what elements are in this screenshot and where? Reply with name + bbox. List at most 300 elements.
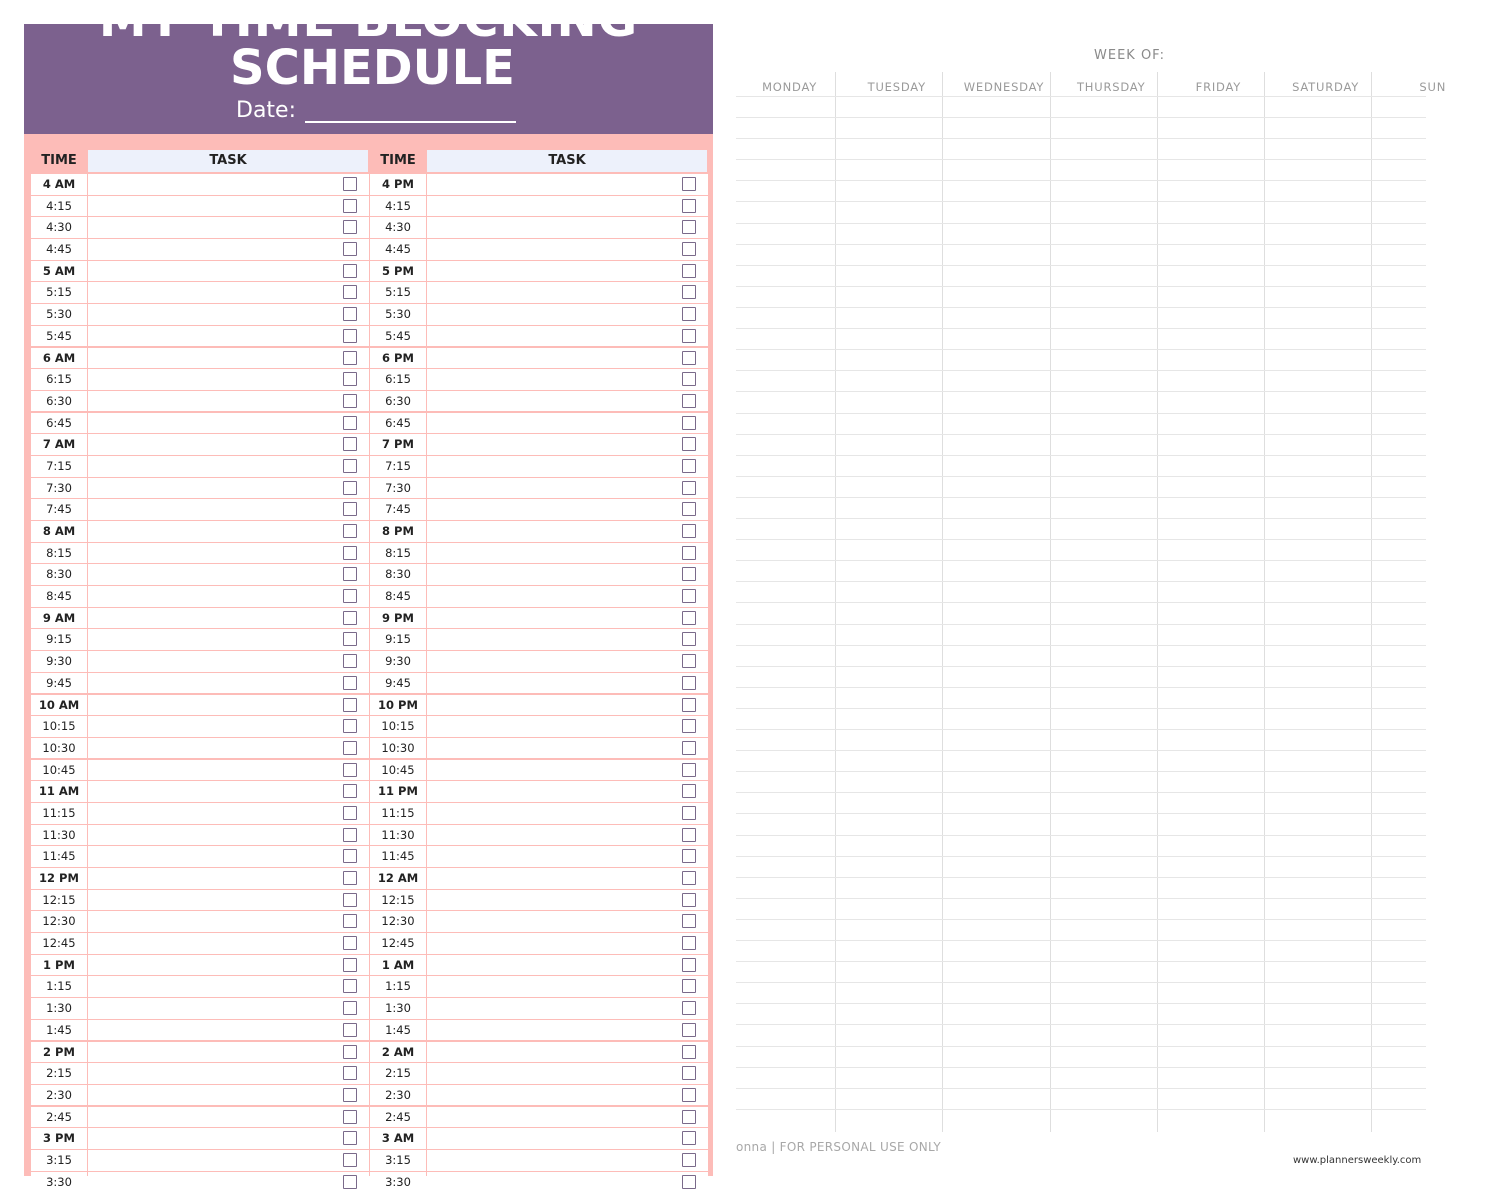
task-field[interactable] bbox=[427, 738, 708, 759]
task-checkbox[interactable] bbox=[343, 784, 357, 798]
task-checkbox[interactable] bbox=[682, 849, 696, 863]
task-checkbox[interactable] bbox=[682, 698, 696, 712]
task-field[interactable] bbox=[427, 456, 708, 477]
task-checkbox[interactable] bbox=[682, 307, 696, 321]
task-checkbox[interactable] bbox=[682, 1153, 696, 1167]
grid-row-line bbox=[736, 1024, 1426, 1025]
task-checkbox[interactable] bbox=[343, 285, 357, 299]
time-slot-label: 8 PM bbox=[370, 521, 426, 542]
task-field[interactable] bbox=[88, 825, 369, 846]
task-checkbox[interactable] bbox=[343, 698, 357, 712]
task-field[interactable] bbox=[427, 695, 708, 716]
task-field[interactable] bbox=[88, 478, 369, 499]
schedule-row bbox=[31, 1085, 369, 1106]
task-checkbox[interactable] bbox=[682, 1131, 696, 1145]
schedule-row bbox=[31, 695, 369, 716]
schedule-row bbox=[370, 326, 708, 347]
task-field[interactable] bbox=[88, 1042, 369, 1063]
task-checkbox[interactable] bbox=[343, 1131, 357, 1145]
time-slot-label: 8:15 bbox=[31, 543, 87, 564]
task-field[interactable] bbox=[88, 1128, 369, 1149]
time-slot-label: 3 AM bbox=[370, 1128, 426, 1149]
time-slot-label: 12 PM bbox=[31, 868, 87, 889]
task-checkbox[interactable] bbox=[682, 958, 696, 972]
task-field[interactable] bbox=[88, 673, 369, 694]
grid-row-line bbox=[736, 1109, 1426, 1110]
grid-row-line bbox=[736, 771, 1426, 772]
time-slot-label: 6 AM bbox=[31, 348, 87, 369]
task-checkbox[interactable] bbox=[682, 416, 696, 430]
schedule-row bbox=[31, 1128, 369, 1149]
task-field[interactable] bbox=[427, 1107, 708, 1128]
schedule-row bbox=[31, 348, 369, 369]
task-checkbox[interactable] bbox=[682, 763, 696, 777]
task-checkbox[interactable] bbox=[682, 285, 696, 299]
schedule-row bbox=[370, 738, 708, 759]
task-field[interactable] bbox=[427, 478, 708, 499]
day-header: TUESDAY bbox=[867, 80, 926, 94]
task-checkbox[interactable] bbox=[682, 676, 696, 690]
task-field[interactable] bbox=[427, 955, 708, 976]
task-checkbox[interactable] bbox=[343, 502, 357, 516]
task-checkbox[interactable] bbox=[343, 1088, 357, 1102]
task-checkbox[interactable] bbox=[682, 1023, 696, 1037]
task-checkbox[interactable] bbox=[343, 1110, 357, 1124]
time-slot-label: 10:30 bbox=[31, 738, 87, 759]
task-field[interactable] bbox=[88, 521, 369, 542]
time-slot-label: 3:30 bbox=[31, 1172, 87, 1193]
task-field[interactable] bbox=[427, 890, 708, 911]
task-checkbox[interactable] bbox=[343, 1175, 357, 1189]
schedule-row bbox=[31, 651, 369, 672]
task-checkbox[interactable] bbox=[682, 936, 696, 950]
task-field[interactable] bbox=[88, 933, 369, 954]
schedule-row bbox=[31, 564, 369, 585]
task-field[interactable] bbox=[88, 369, 369, 390]
task-field[interactable] bbox=[427, 825, 708, 846]
grid-row-line bbox=[736, 539, 1426, 540]
task-checkbox[interactable] bbox=[343, 676, 357, 690]
task-checkbox[interactable] bbox=[343, 329, 357, 343]
task-checkbox[interactable] bbox=[343, 979, 357, 993]
grid-row-line bbox=[736, 940, 1426, 941]
grid-row-line bbox=[736, 370, 1426, 371]
task-field[interactable] bbox=[427, 304, 708, 325]
time-slot-label: 11:30 bbox=[31, 825, 87, 846]
task-checkbox[interactable] bbox=[682, 1110, 696, 1124]
task-field[interactable] bbox=[88, 586, 369, 607]
task-checkbox[interactable] bbox=[343, 394, 357, 408]
time-slot-label: 4:15 bbox=[31, 196, 87, 217]
time-slot-label: 7:15 bbox=[31, 456, 87, 477]
time-slot-label: 12 AM bbox=[370, 868, 426, 889]
task-checkbox[interactable] bbox=[343, 264, 357, 278]
task-checkbox[interactable] bbox=[343, 567, 357, 581]
task-field[interactable] bbox=[427, 911, 708, 932]
task-checkbox[interactable] bbox=[682, 1001, 696, 1015]
schedule-row bbox=[31, 282, 369, 303]
schedule-row bbox=[370, 998, 708, 1019]
task-checkbox[interactable] bbox=[682, 351, 696, 365]
task-checkbox[interactable] bbox=[343, 763, 357, 777]
task-checkbox[interactable] bbox=[343, 741, 357, 755]
schedule-row bbox=[31, 1020, 369, 1041]
task-field[interactable] bbox=[88, 760, 369, 781]
task-checkbox[interactable] bbox=[343, 893, 357, 907]
task-field[interactable] bbox=[88, 456, 369, 477]
schedule-row bbox=[370, 846, 708, 867]
task-field[interactable] bbox=[427, 976, 708, 997]
task-field[interactable] bbox=[88, 955, 369, 976]
task-column-header: TASK bbox=[427, 150, 707, 172]
task-field[interactable] bbox=[88, 348, 369, 369]
task-field[interactable] bbox=[88, 1020, 369, 1041]
schedule-row bbox=[31, 976, 369, 997]
task-checkbox[interactable] bbox=[682, 524, 696, 538]
time-slot-label: 1:15 bbox=[370, 976, 426, 997]
task-field[interactable] bbox=[88, 868, 369, 889]
task-checkbox[interactable] bbox=[682, 1045, 696, 1059]
task-checkbox[interactable] bbox=[682, 719, 696, 733]
schedule-row bbox=[31, 825, 369, 846]
schedule-row bbox=[370, 976, 708, 997]
time-slot-label: 8 AM bbox=[31, 521, 87, 542]
grid-row-line bbox=[736, 624, 1426, 625]
task-field[interactable] bbox=[88, 326, 369, 347]
date-input-line[interactable] bbox=[305, 121, 516, 123]
task-checkbox[interactable] bbox=[343, 719, 357, 733]
grid-row-line bbox=[736, 244, 1426, 245]
task-field[interactable] bbox=[427, 282, 708, 303]
grid-row-line bbox=[736, 518, 1426, 519]
task-checkbox[interactable] bbox=[343, 654, 357, 668]
task-checkbox[interactable] bbox=[682, 264, 696, 278]
day-header: SATURDAY bbox=[1292, 80, 1360, 94]
task-checkbox[interactable] bbox=[682, 632, 696, 646]
schedule-row bbox=[31, 391, 369, 412]
task-field[interactable] bbox=[88, 1150, 369, 1171]
task-checkbox[interactable] bbox=[682, 329, 696, 343]
task-field[interactable] bbox=[88, 651, 369, 672]
task-checkbox[interactable] bbox=[343, 307, 357, 321]
task-field[interactable] bbox=[427, 608, 708, 629]
sheet-header bbox=[24, 0, 713, 134]
task-field[interactable] bbox=[88, 890, 369, 911]
schedule-row bbox=[370, 174, 708, 195]
task-checkbox[interactable] bbox=[682, 1088, 696, 1102]
time-slot-label: 2:45 bbox=[31, 1107, 87, 1128]
task-checkbox[interactable] bbox=[682, 784, 696, 798]
schedule-row bbox=[31, 608, 369, 629]
task-checkbox[interactable] bbox=[343, 936, 357, 950]
schedule-row bbox=[370, 933, 708, 954]
task-checkbox[interactable] bbox=[343, 632, 357, 646]
grid-row-line bbox=[736, 581, 1426, 582]
task-field[interactable] bbox=[427, 261, 708, 282]
task-field[interactable] bbox=[88, 1172, 369, 1193]
task-checkbox[interactable] bbox=[343, 372, 357, 386]
task-field[interactable] bbox=[88, 998, 369, 1019]
task-field[interactable] bbox=[427, 326, 708, 347]
task-checkbox[interactable] bbox=[343, 871, 357, 885]
schedule-row bbox=[31, 1172, 369, 1193]
time-slot-label: 10:30 bbox=[370, 738, 426, 759]
task-checkbox[interactable] bbox=[343, 220, 357, 234]
schedule-row bbox=[370, 348, 708, 369]
task-checkbox[interactable] bbox=[343, 459, 357, 473]
task-checkbox[interactable] bbox=[682, 1066, 696, 1080]
task-field[interactable] bbox=[427, 933, 708, 954]
task-checkbox[interactable] bbox=[343, 199, 357, 213]
schedule-row bbox=[370, 456, 708, 477]
task-checkbox[interactable] bbox=[343, 1045, 357, 1059]
task-field[interactable] bbox=[427, 369, 708, 390]
task-checkbox[interactable] bbox=[343, 1066, 357, 1080]
task-checkbox[interactable] bbox=[682, 459, 696, 473]
schedule-row bbox=[370, 825, 708, 846]
task-field[interactable] bbox=[88, 1063, 369, 1084]
time-slot-label: 1:30 bbox=[31, 998, 87, 1019]
day-header: FRIDAY bbox=[1195, 80, 1242, 94]
task-checkbox[interactable] bbox=[682, 979, 696, 993]
schedule-row bbox=[31, 846, 369, 867]
schedule-row bbox=[31, 1150, 369, 1171]
task-field[interactable] bbox=[427, 760, 708, 781]
schedule-row bbox=[31, 413, 369, 434]
task-field[interactable] bbox=[88, 1107, 369, 1128]
time-slot-label: 10 PM bbox=[370, 695, 426, 716]
grid-row-line bbox=[736, 159, 1426, 160]
time-slot-label: 2:15 bbox=[370, 1063, 426, 1084]
task-checkbox[interactable] bbox=[343, 828, 357, 842]
task-field[interactable] bbox=[88, 846, 369, 867]
schedule-row bbox=[31, 456, 369, 477]
task-field[interactable] bbox=[427, 1063, 708, 1084]
schedule-rows bbox=[31, 174, 369, 1193]
task-checkbox[interactable] bbox=[682, 654, 696, 668]
task-checkbox[interactable] bbox=[343, 1153, 357, 1167]
task-field[interactable] bbox=[427, 846, 708, 867]
task-checkbox[interactable] bbox=[343, 958, 357, 972]
task-field[interactable] bbox=[88, 261, 369, 282]
grid-row-line bbox=[736, 687, 1426, 688]
time-slot-label: 7 PM bbox=[370, 434, 426, 455]
task-checkbox[interactable] bbox=[682, 502, 696, 516]
task-field[interactable] bbox=[427, 1085, 708, 1106]
task-checkbox[interactable] bbox=[343, 849, 357, 863]
task-checkbox[interactable] bbox=[682, 199, 696, 213]
title-line-1: MY TIME BLOCKING bbox=[98, 0, 639, 48]
schedule-row bbox=[370, 304, 708, 325]
grid-row-line bbox=[736, 666, 1426, 667]
time-slot-label: 7:15 bbox=[370, 456, 426, 477]
task-checkbox[interactable] bbox=[682, 177, 696, 191]
task-field[interactable] bbox=[427, 781, 708, 802]
schedule-row bbox=[370, 434, 708, 455]
task-checkbox[interactable] bbox=[682, 546, 696, 560]
task-field[interactable] bbox=[88, 695, 369, 716]
grid-row-line bbox=[736, 1088, 1426, 1089]
schedule-row bbox=[31, 196, 369, 217]
task-checkbox[interactable] bbox=[343, 546, 357, 560]
schedule-row bbox=[370, 564, 708, 585]
task-checkbox[interactable] bbox=[343, 589, 357, 603]
task-field[interactable] bbox=[427, 499, 708, 520]
task-field[interactable] bbox=[427, 196, 708, 217]
task-field[interactable] bbox=[88, 391, 369, 412]
time-slot-label: 5 AM bbox=[31, 261, 87, 282]
task-field[interactable] bbox=[88, 499, 369, 520]
schedule-row bbox=[31, 890, 369, 911]
task-field[interactable] bbox=[88, 282, 369, 303]
task-checkbox[interactable] bbox=[682, 589, 696, 603]
task-field[interactable] bbox=[427, 564, 708, 585]
schedule-row bbox=[370, 1128, 708, 1149]
task-field[interactable] bbox=[427, 1042, 708, 1063]
task-checkbox[interactable] bbox=[682, 893, 696, 907]
task-checkbox[interactable] bbox=[682, 220, 696, 234]
task-checkbox[interactable] bbox=[343, 481, 357, 495]
task-checkbox[interactable] bbox=[682, 481, 696, 495]
time-slot-label: 9 PM bbox=[370, 608, 426, 629]
task-field[interactable] bbox=[88, 543, 369, 564]
schedule-row bbox=[370, 586, 708, 607]
task-checkbox[interactable] bbox=[343, 914, 357, 928]
task-field[interactable] bbox=[427, 521, 708, 542]
task-field[interactable] bbox=[427, 716, 708, 737]
task-checkbox[interactable] bbox=[682, 567, 696, 581]
time-slot-label: 9:45 bbox=[370, 673, 426, 694]
time-slot-label: 4:45 bbox=[31, 239, 87, 260]
time-slot-label: 12:15 bbox=[31, 890, 87, 911]
task-field[interactable] bbox=[88, 413, 369, 434]
task-field[interactable] bbox=[88, 803, 369, 824]
task-field[interactable] bbox=[427, 543, 708, 564]
schedule-row bbox=[370, 1063, 708, 1084]
schedule-row bbox=[31, 239, 369, 260]
task-field[interactable] bbox=[427, 1128, 708, 1149]
task-checkbox[interactable] bbox=[682, 437, 696, 451]
task-field[interactable] bbox=[427, 629, 708, 650]
task-field[interactable] bbox=[427, 348, 708, 369]
task-field[interactable] bbox=[88, 434, 369, 455]
grid-row-line bbox=[736, 455, 1426, 456]
schedule-row bbox=[370, 1020, 708, 1041]
task-checkbox[interactable] bbox=[343, 524, 357, 538]
schedule-row bbox=[370, 521, 708, 542]
task-field[interactable] bbox=[88, 564, 369, 585]
time-slot-label: 6:30 bbox=[31, 391, 87, 412]
task-field[interactable] bbox=[427, 651, 708, 672]
task-field[interactable] bbox=[88, 304, 369, 325]
task-field[interactable] bbox=[427, 239, 708, 260]
task-field[interactable] bbox=[88, 976, 369, 997]
time-slot-label: 3:30 bbox=[370, 1172, 426, 1193]
task-field[interactable] bbox=[88, 738, 369, 759]
grid-row-line bbox=[736, 813, 1426, 814]
time-slot-label: 11:15 bbox=[31, 803, 87, 824]
task-field[interactable] bbox=[427, 998, 708, 1019]
task-checkbox[interactable] bbox=[682, 372, 696, 386]
schedule-row bbox=[370, 716, 708, 737]
task-checkbox[interactable] bbox=[682, 914, 696, 928]
task-checkbox[interactable] bbox=[343, 177, 357, 191]
task-checkbox[interactable] bbox=[343, 242, 357, 256]
task-field[interactable] bbox=[88, 629, 369, 650]
time-blocking-sheet bbox=[24, 0, 713, 1189]
task-field[interactable] bbox=[427, 673, 708, 694]
weekly-planner-sheet bbox=[736, 40, 1447, 1170]
schedule-row bbox=[370, 391, 708, 412]
task-field[interactable] bbox=[427, 1020, 708, 1041]
grid-row-line bbox=[736, 602, 1426, 603]
task-field[interactable] bbox=[88, 911, 369, 932]
task-field[interactable] bbox=[88, 217, 369, 238]
grid-row-line bbox=[736, 898, 1426, 899]
time-slot-label: 1:15 bbox=[31, 976, 87, 997]
task-field[interactable] bbox=[88, 239, 369, 260]
task-field[interactable] bbox=[427, 217, 708, 238]
task-checkbox[interactable] bbox=[682, 611, 696, 625]
grid-row-line bbox=[736, 201, 1426, 202]
task-field[interactable] bbox=[427, 174, 708, 195]
task-field[interactable] bbox=[427, 1150, 708, 1171]
footer-note: onna | FOR PERSONAL USE ONLY bbox=[736, 1140, 942, 1154]
task-checkbox[interactable] bbox=[343, 806, 357, 820]
time-slot-label: 1 PM bbox=[31, 955, 87, 976]
task-checkbox[interactable] bbox=[343, 437, 357, 451]
task-checkbox[interactable] bbox=[682, 242, 696, 256]
task-field[interactable] bbox=[427, 586, 708, 607]
task-checkbox[interactable] bbox=[682, 394, 696, 408]
task-field[interactable] bbox=[88, 1085, 369, 1106]
time-slot-label: 6:45 bbox=[31, 413, 87, 434]
time-slot-label: 9:30 bbox=[370, 651, 426, 672]
task-field[interactable] bbox=[88, 196, 369, 217]
time-slot-label: 7 AM bbox=[31, 434, 87, 455]
task-checkbox[interactable] bbox=[682, 871, 696, 885]
time-slot-label: 7:30 bbox=[31, 478, 87, 499]
task-field[interactable] bbox=[88, 174, 369, 195]
task-field[interactable] bbox=[427, 868, 708, 889]
task-checkbox[interactable] bbox=[682, 806, 696, 820]
task-field[interactable] bbox=[427, 413, 708, 434]
time-slot-label: 12:45 bbox=[370, 933, 426, 954]
task-checkbox[interactable] bbox=[343, 351, 357, 365]
schedule-row bbox=[370, 1150, 708, 1171]
time-slot-label: 3:15 bbox=[370, 1150, 426, 1171]
task-field[interactable] bbox=[427, 803, 708, 824]
schedule-row bbox=[370, 1107, 708, 1128]
day-header: MONDAY bbox=[762, 80, 818, 94]
task-checkbox[interactable] bbox=[682, 828, 696, 842]
task-field[interactable] bbox=[427, 1172, 708, 1193]
schedule-row bbox=[370, 803, 708, 824]
schedule-row bbox=[31, 1063, 369, 1084]
task-field[interactable] bbox=[88, 781, 369, 802]
task-field[interactable] bbox=[88, 608, 369, 629]
schedule-row bbox=[31, 174, 369, 195]
task-field[interactable] bbox=[427, 391, 708, 412]
task-checkbox[interactable] bbox=[682, 1175, 696, 1189]
task-field[interactable] bbox=[88, 716, 369, 737]
task-checkbox[interactable] bbox=[343, 1001, 357, 1015]
task-field[interactable] bbox=[427, 434, 708, 455]
task-checkbox[interactable] bbox=[682, 741, 696, 755]
task-checkbox[interactable] bbox=[343, 611, 357, 625]
task-checkbox[interactable] bbox=[343, 1023, 357, 1037]
task-checkbox[interactable] bbox=[343, 416, 357, 430]
